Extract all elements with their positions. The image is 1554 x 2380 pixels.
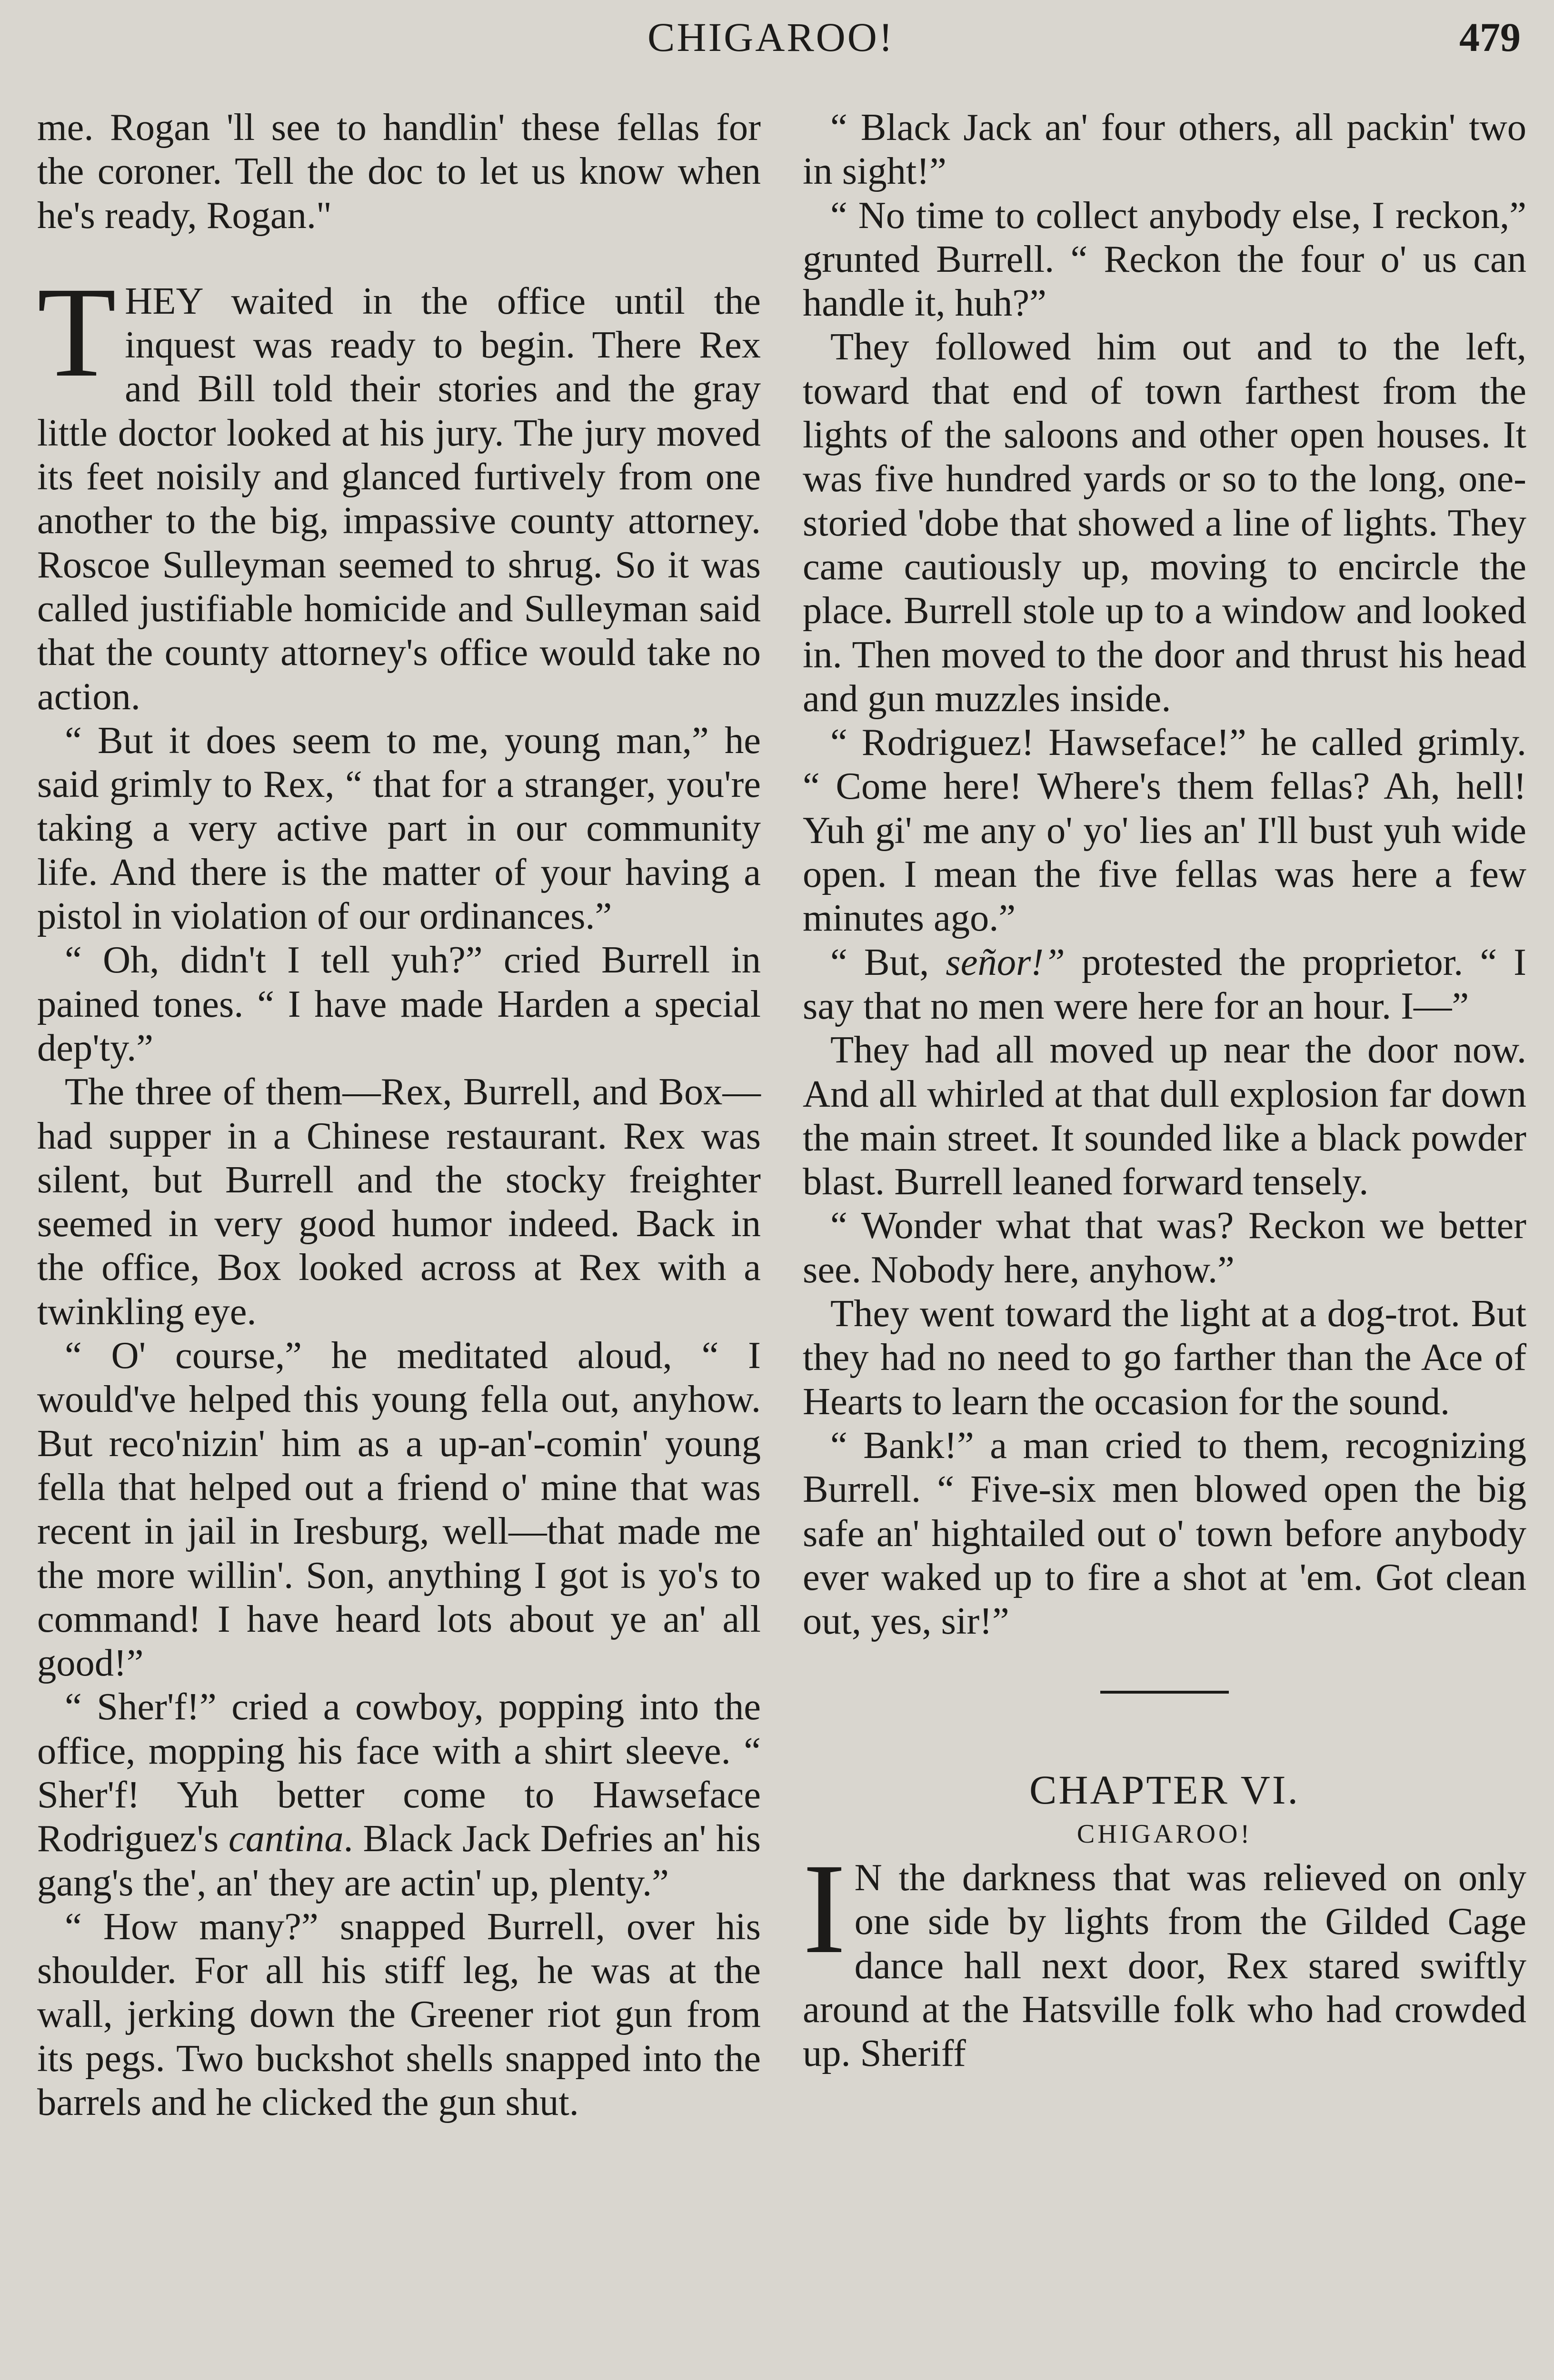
- paragraph: “ But it does seem to me, young man,” he said grimly to Rex, “ that for a stranger, you're taking a very active part in our community life. And there is the matter of your having a pistol in violation of our ordinances.”: [37, 719, 761, 938]
- running-title: CHIGAROO!: [648, 14, 895, 60]
- paragraph-text: “ Sher'f!” cried a cowboy, popping into the office, mopping his face with a shirt sleeve. “ Sher'f! Yuh better come to Hawseface Rodriguez's: [37, 1686, 761, 1860]
- paragraph: They went toward the light at a dog-trot. But they had no need to go farther than the Ace of Hearts to learn the occasion for the sound.: [803, 1292, 1526, 1423]
- right-column: [803, 106, 1526, 2075]
- paragraph: [37, 1685, 761, 1904]
- italic-word: cantina: [229, 1817, 344, 1860]
- drop-cap: I: [803, 1836, 846, 1980]
- paragraph-with-drop-cap: [37, 260, 761, 719]
- italic-word: señor!”: [946, 941, 1065, 983]
- paragraph-text: N the darkness that was relieved on only one side by lights from the Gilded Cage dance hall next door, Rex stared swiftly around at the Hatsville folk who had crowded up. Sheriff: [803, 1856, 1526, 2075]
- paragraph: [803, 941, 1526, 1029]
- paragraph: “ No time to collect anybody else, I reckon,” grunted Burrell. “ Reckon the four o' us can handle it, huh?”: [803, 194, 1526, 325]
- paragraph-with-drop-cap: [803, 1836, 1526, 2075]
- paragraph-text: “ But,: [830, 941, 946, 983]
- chapter-title: CHAPTER VI.: [1029, 1767, 1300, 1813]
- paragraph: “ Black Jack an' four others, all packin' two in sight!”: [803, 106, 1526, 193]
- paragraph: “ Rodriguez! Hawseface!” he called grimly. “ Come here! Where's them fellas? Ah, hell! Yuh gi' me any o' yo' lies an' I'll bust yuh wide open. I mean the five fellas was here a few minutes ago.”: [803, 721, 1526, 940]
- paragraph: They followed him out and to the left, toward that end of town farthest from the lights of the saloons and other open houses. It was five hundred yards or so to the long, one-storied 'dobe that showed a line of lights. They came cautiously up, moving to encircle the place. Burrell stole up to a window and looked in. Then moved to the door and thrust his head and gun muzzles inside.: [803, 326, 1526, 720]
- page-number: 479: [1459, 14, 1521, 60]
- paragraph: me. Rogan 'll see to handlin' these fellas for the coroner. Tell the doc to let us know when he's ready, Rogan.": [37, 106, 761, 237]
- drop-cap: T: [37, 260, 117, 404]
- paragraph: “ Oh, didn't I tell yuh?” cried Burrell in pained tones. “ I have made Harden a special dep'ty.”: [37, 939, 761, 1069]
- paragraph: “ O' course,” he meditated aloud, “ I would've helped this young fella out, anyhow. But reco'nizin' him as a up-an'-comin' young fella that helped out a friend o' mine that was recent in jail in Iresburg, well—that made me the more willin'. Son, anything I got is yo's to command! I have heard lots about ye an' all good!”: [37, 1334, 761, 1685]
- paragraph: “ How many?” snapped Burrell, over his shoulder. For all his stiff leg, he was at the wall, jerking down the Greener riot gun from its pegs. Two buckshot shells snapped into the barrels and he clicked the gun shut.: [37, 1905, 761, 2124]
- page-header: [0, 9, 1554, 70]
- paragraph: “ Wonder what that was? Reckon we better see. Nobody here, anyhow.”: [803, 1204, 1526, 1291]
- paragraph-text: HEY waited in the office until the inquest was ready to begin. There Rex and Bill told their stories and the gray little doctor looked at his jury. The jury moved its feet noisily and glanced furtively from one another to the big, impassive county attorney. Roscoe Sulleyman seemed to shrug. So it was called justifiable homicide and Sulleyman said that the county attorney's office would take no action.: [37, 279, 761, 718]
- paragraph: “ Bank!” a man cried to them, recognizing Burrell. “ Five-six men blowed open the big safe an' hightailed out o' town before anybody ever waked up to fire a shot at 'em. Got clean out, yes, sir!”: [803, 1424, 1526, 1643]
- left-column: [37, 106, 761, 2124]
- chapter-subtitle: CHIGAROO!: [1076, 1819, 1253, 1849]
- paragraph-text: . Black Jack Defries an' his gang's the', an' they are actin' up, plenty.”: [37, 1817, 761, 1904]
- paragraph-text: protested the proprietor. “ I say that no men were here for an hour. I—”: [803, 941, 1526, 1027]
- paragraph: They had all moved up near the door now. And all whirled at that dull explosion far down the main street. It sounded like a black powder blast. Burrell leaned forward tensely.: [803, 1029, 1526, 1203]
- section-divider: [1100, 1691, 1229, 1694]
- paragraph: The three of them—Rex, Burrell, and Box—had supper in a Chinese restaurant. Rex was silent, but Burrell and the stocky freighter seemed in very good humor indeed. Back in the office, Box looked across at Rex with a twinkling eye.: [37, 1071, 761, 1333]
